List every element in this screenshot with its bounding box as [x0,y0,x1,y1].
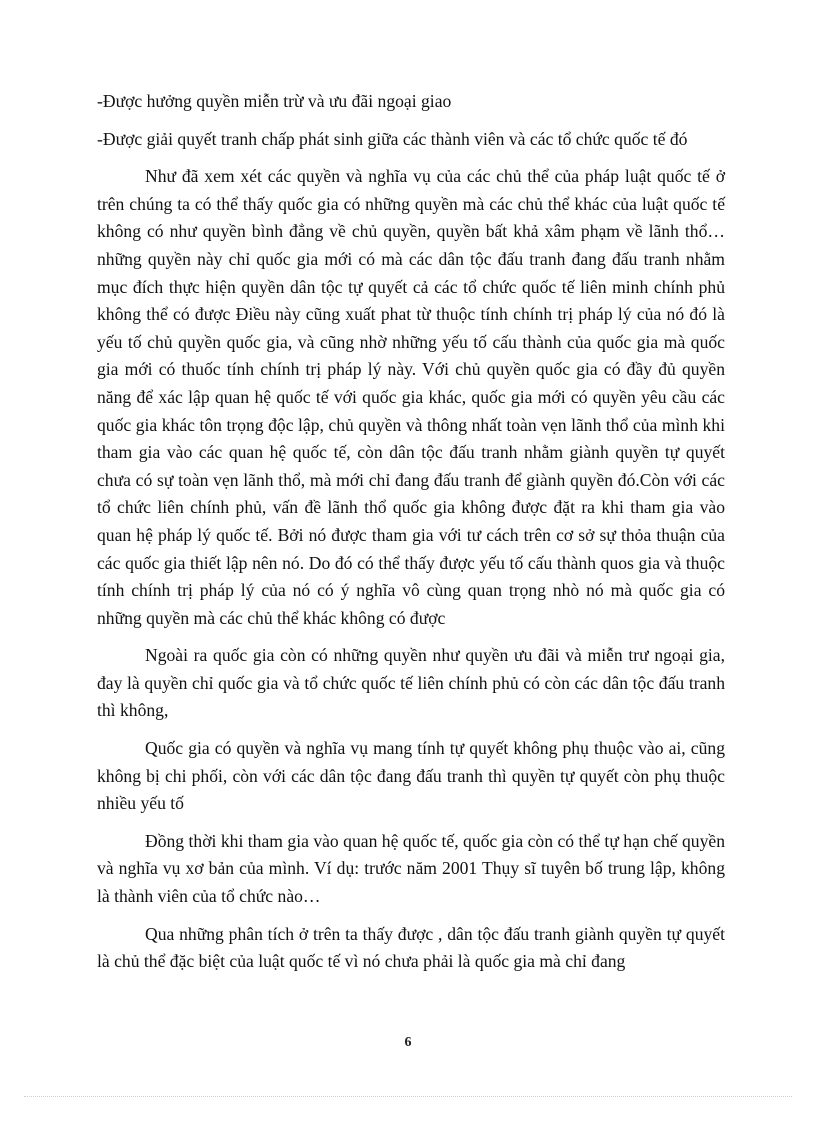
bullet-paragraph-dispute: -Được giải quyết tranh chấp phát sinh giữa các thành viên và các tổ chức quốc tế đó [97,128,688,149]
body-paragraph: Qua những phân tích ở trên ta thấy được , dân tộc đấu tranh giành quyền tự quyết là chủ thể đặc biệt của luật quốc tế vì nó chưa phải là quốc gia mà chỉ đang [97,923,725,972]
page-bottom-border [24,1096,792,1097]
page-content [97,88,725,986]
body-paragraph: Ngoài ra quốc gia còn có những quyền như quyền ưu đãi và miễn trư ngoại gia, đay là quyền chỉ quốc gia và tổ chức quốc tế liên chính phủ có còn các dân tộc đấu tranh thì không, [97,645,725,721]
body-paragraph: Như đã xem xét các quyền và nghĩa vụ của các chủ thể của pháp luật quốc tế ở trên chúng ta có thể thấy quốc gia có những quyền mà các chủ thể khác của luật quốc tế không có như quyền bình đẳng về chủ quyền, quyền bất khả xâm phạm về lãnh thổ…những quyền này chỉ quốc gia mới có mà các dân tộc đấu tranh đang đấu tranh nhằm mục đích thực hiện quyền dân tộc tự quyết cả các tổ chức quốc tế liên minh chính phủ không thể có được Điều này cũng xuất phat từ thuộc tính chính trị pháp lý của nó đó là yếu tố chủ quyền quốc gia, và cũng nhờ những yếu tố cấu thành của quốc gia mà quốc gia mới có thuốc tính chính trị pháp lý này. Với chủ quyền quốc gia có đầy đủ quyền năng để xác lập quan hệ quốc tế với quốc gia khác, quốc gia mới có quyền yêu cầu các quốc gia khác tôn trọng độc lập, chủ quyền và thông nhất toàn vẹn lãnh thổ của mình khi tham gia vào các quan hệ quốc tế, còn dân tộc đấu tranh nhằm giành quyền tự quyết chưa có sự toàn vẹn lãnh thổ, mà mới chỉ đang đấu tranh để giành quyền đó.Còn với các tổ chức liên chính phủ, vấn đề lãnh thổ quốc gia không được đặt ra khi tham gia vào quan hệ pháp lý quốc tế. Bởi nó được tham gia với tư cách trên cơ sở sự thỏa thuận của các quốc gia thiết lập nên nó. Do đó có thể thấy được yếu tố cấu thành quos gia và thuộc tính chính trị pháp lý của nó có ý nghĩa vô cùng quan trọng nhò nó mà quốc gia có những quyền mà các chủ thể khác không có được [97,166,725,628]
body-paragraph: Đồng thời khi tham gia vào quan hệ quốc tế, quốc gia còn có thể tự hạn chế quyền và nghĩa vụ xơ bản của mình. Ví dụ: trước năm 2001 Thụy sĩ tuyên bố trung lập, không là thành viên của tổ chức nào… [97,830,725,907]
page-number: 6 [404,1035,412,1050]
bullet-paragraph-immunity: -Được hưởng quyền miễn trừ và ưu đãi ngoại giao [97,91,452,111]
body-paragraph: Quốc gia có quyền và nghĩa vụ mang tính tự quyết không phụ thuộc vào ai, cũng không bị chi phối, còn với các dân tộc đang đấu tranh thì quyền tự quyết còn phụ thuộc nhiều yếu tố [97,738,725,814]
